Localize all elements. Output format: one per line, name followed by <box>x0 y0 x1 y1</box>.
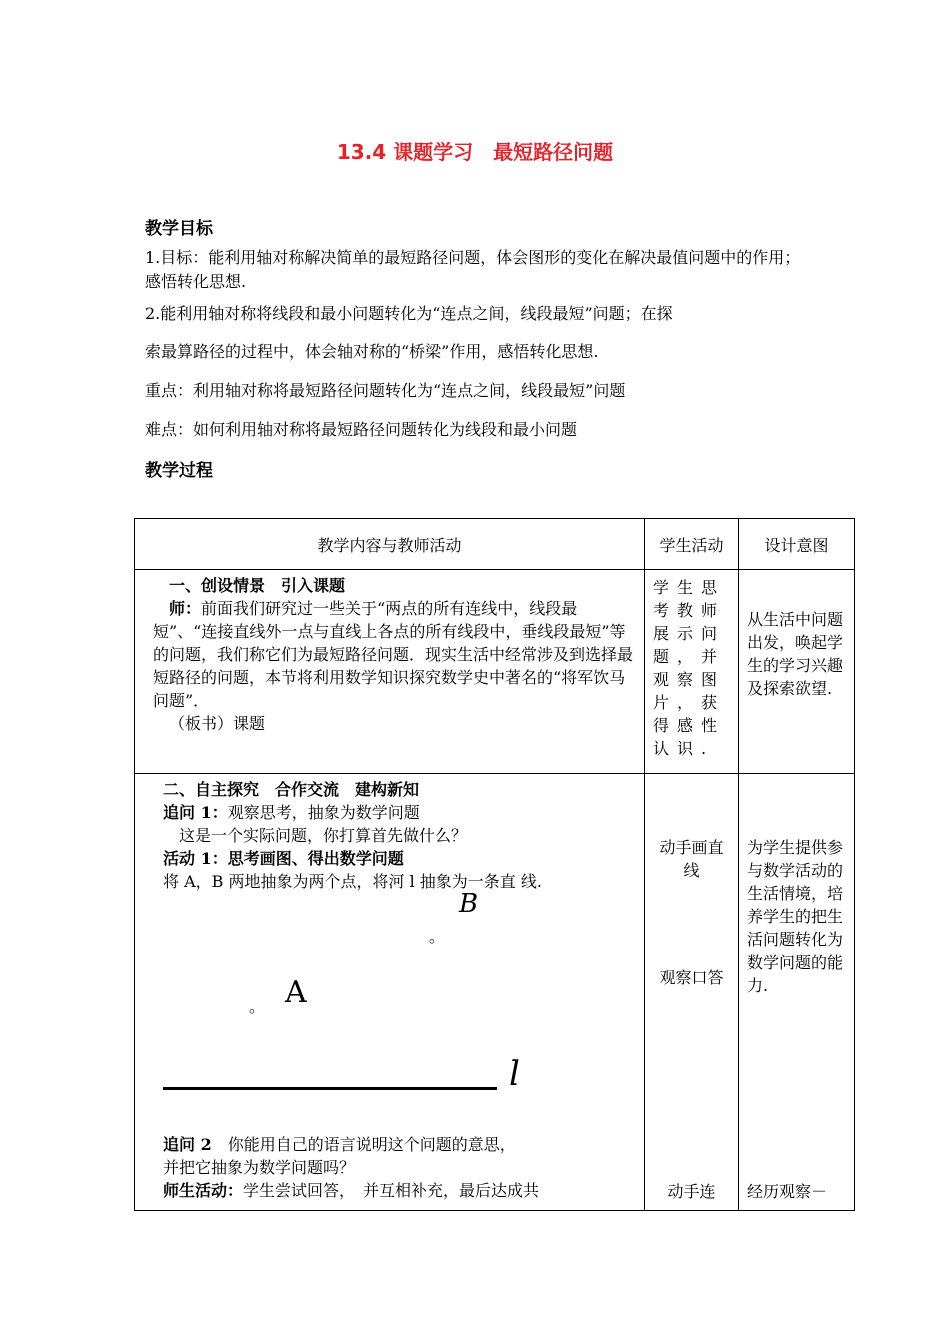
teacher-label: 师： <box>169 599 202 618</box>
explore-content-cell <box>135 774 645 1211</box>
student-activity-draw: 动手画直线 <box>659 838 724 880</box>
point-b-dot: 。 <box>429 927 446 946</box>
student-activity-answer: 观察口答 <box>659 968 724 987</box>
line-l-label: l <box>509 1054 520 1094</box>
question-2-text: 你能用自己的语言说明这个问题的意思， <box>211 1135 516 1154</box>
objective-1: 1.目标：能利用轴对称解决简单的最短路径问题，体会图形的变化在解决最值问题中的作用；感悟转化思想. <box>145 248 801 291</box>
key-point: 重点：利用轴对称将最短路径问题转化为“连点之间，线段最短”问题 <box>145 381 626 400</box>
question-2-label: 追问 2 <box>163 1135 212 1154</box>
teacher-student-label: 师生活动： <box>163 1181 244 1200</box>
question-2-text-2: 并把它抽象为数学问题吗？ <box>163 1158 356 1177</box>
intro-student-cell <box>645 570 739 774</box>
table-row-explore <box>135 774 855 1211</box>
header-intent: 设计意图 <box>739 519 855 570</box>
intro-student-activity: 学生思考教师展示问题，并观察图片，获得感性认识. <box>653 578 726 758</box>
activity-1-text: 将 A，B 两地抽象为两个点，将河 l 抽象为一条直 线. <box>163 872 542 891</box>
lesson-table <box>134 518 855 1211</box>
intro-content-cell <box>135 570 645 774</box>
explore-student-cell <box>645 774 739 1211</box>
header-student: 学生活动 <box>645 519 739 570</box>
intro-heading: 一、创设情景 引入课题 <box>169 576 346 595</box>
activity-1-title: 活动 1：思考画图、得出数学问题 <box>163 849 404 868</box>
explore-heading: 二、自主探究 合作交流 建构新知 <box>163 780 420 799</box>
table-row-intro <box>135 570 855 774</box>
header-content: 教学内容与教师活动 <box>135 519 645 570</box>
intro-design-intent: 从生活中问题出发，唤起学生的学习兴趣及探索欲望. <box>747 610 844 698</box>
objective-2-line-1: 2.能利用轴对称将线段和最小问题转化为“连点之间，线段最短”问题；在探 <box>145 304 673 323</box>
explore-design-intent-2: 经历观察－ <box>747 1182 828 1201</box>
objectives-heading: 教学目标 <box>145 219 213 239</box>
intro-intent-cell <box>739 570 855 774</box>
teacher-student-text: 学生尝试回答， 并互相补充，最后达成共 <box>243 1181 540 1200</box>
process-heading: 教学过程 <box>145 461 213 481</box>
explore-design-intent: 为学生提供参与数学活动的生活情境，培养学生的把生活问题转化为数学问题的能力. <box>747 838 844 995</box>
question-1-text: 观察思考，抽象为数学问题 <box>227 803 420 822</box>
question-1-sub: 这是一个实际问题，你打算首先做什么？ <box>179 826 468 845</box>
page-title: 13.4 课题学习 最短路径问题 <box>336 140 614 164</box>
student-activity-connect: 动手连 <box>667 1182 716 1201</box>
river-diagram <box>163 889 634 1133</box>
objective-2-line-2: 索最算路径的过程中，体会轴对称的“桥梁”作用，感悟转化思想. <box>145 342 599 361</box>
difficulty: 难点：如何利用轴对称将最短路径问题转化为线段和最小问题 <box>145 420 578 439</box>
explore-intent-cell <box>739 774 855 1211</box>
board-note: （板书）课题 <box>169 714 266 733</box>
point-a-label: A <box>285 975 307 1010</box>
point-b-label: B <box>459 889 479 919</box>
river-line <box>163 1087 497 1090</box>
point-a-dot: 。 <box>249 997 266 1016</box>
teacher-text: 前面我们研究过一些关于“两点的所有连线中，线段最短”、“连接直线外一点与直线上各点的所有线段中，垂线段最短”等的问题，我们称它们为最短路径问题．现实生活中经常涉及到选择最短路径的问题，本节将利用数学知识探究数学史中著名的“将军饮马问题”． <box>153 599 634 710</box>
question-1-label: 追问 1： <box>163 803 228 822</box>
table-header-row <box>135 519 855 570</box>
